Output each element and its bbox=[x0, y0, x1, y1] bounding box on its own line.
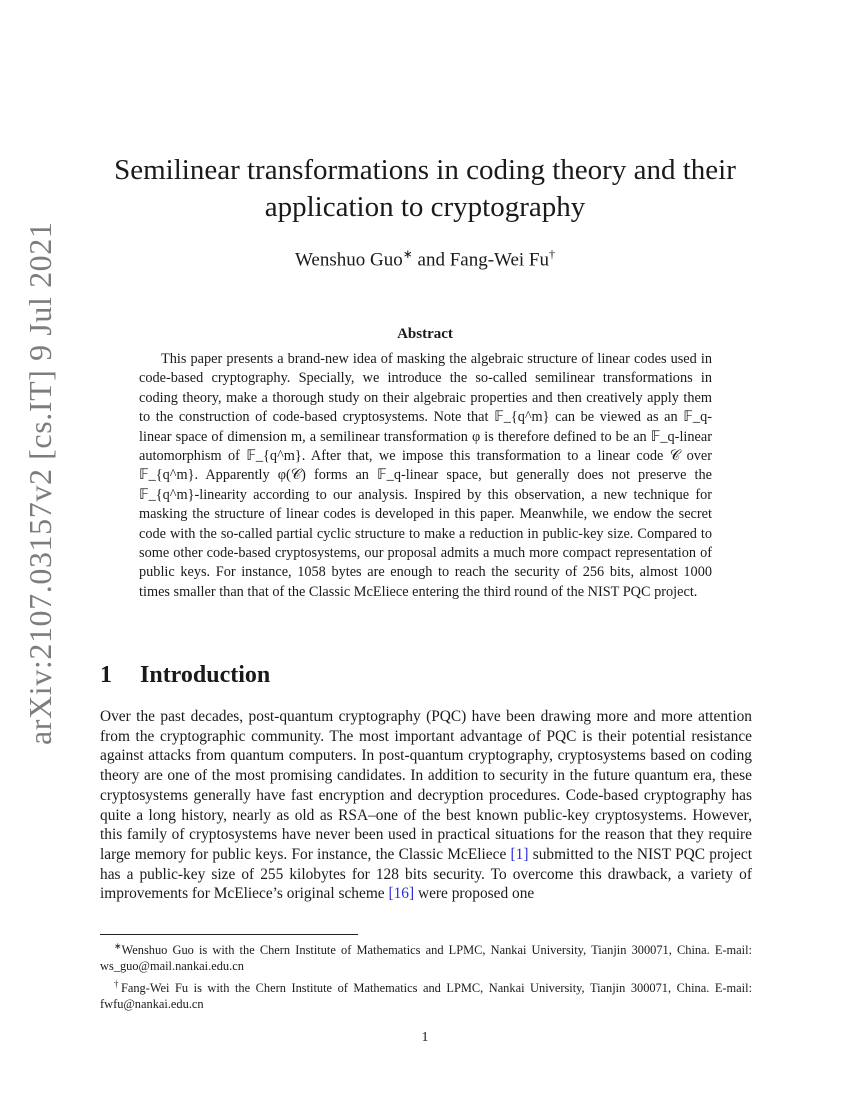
author-2-footnote-mark[interactable]: † bbox=[549, 247, 555, 261]
abstract-heading: Abstract bbox=[397, 326, 453, 342]
abstract-text: This paper presents a brand-new idea of masking the algebraic structure of linear codes used in code-based cryptography. Specially, we introduce the so-called semilinear transformations in coding theory, make a thorough study on their algebraic properties and then creatively apply them to the construction of code-based cryptosystems. Note that 𝔽_{q^m} can be viewed as an 𝔽_q-linear space of dimension m, a semilinear transformation φ is therefore defined to be an 𝔽_q-linear automorphism of 𝔽_{q^m}. After that, we impose this transformation to a linear code 𝒞 over 𝔽_{q^m}. Apparently φ(𝒞) forms an 𝔽_q-linear space, but generally does not preserve the 𝔽_{q^m}-linearity according to our analysis. Inspired by this observation, a new technique for masking the structure of linear codes is developed in this paper. Meanwhile, we endow the secret code with the so-called partial cyclic structure to make a reduction in public-key size. Compared to some other code-based cryptosystems, our proposal admits a much more compact representation of public keys. For instance, 1058 bytes are enough to reach the security of 256 bits, almost 1000 times smaller than that of the Classic McEliece entering the third round of the NIST PQC project. bbox=[139, 351, 712, 600]
footnote-1-text: Wenshuo Guo is with the Chern Institute of Mathematics and LPMC, Nankai University, Tianjin 300071, China. E-mail: ws_guo@mail.nankai.edu.cn bbox=[100, 943, 752, 974]
intro-text-part-2: submitted to the NIST PQC project has a public-key size of 255 kilobytes for 128 bits security. To overcome this drawback, a variety of improvements for McEliece’s original scheme bbox=[100, 845, 752, 903]
title-line-2: application to cryptography bbox=[264, 191, 586, 223]
footnote-divider bbox=[100, 934, 358, 935]
page-number: 1 bbox=[421, 1030, 429, 1045]
author-1-footnote-mark[interactable]: ∗ bbox=[402, 247, 413, 261]
footnote-1 bbox=[100, 938, 752, 975]
section-number: 1 bbox=[100, 662, 112, 688]
intro-text-part-1: Over the past decades, post-quantum cryptography (PQC) have been drawing more and more attention from the cryptographic community. The most important advantage of PQC is their potential resistance against attacks from quantum computers. In post-quantum cryptography, cryptosystems based on coding theory are one of the most promising candidates. In addition to security in the future quantum era, these cryptosystems generally have fast encryption and decryption procedures. Code-based cryptography has quite a long history, nearly as old as RSA–one of the best known public-key cryptosystems. However, this family of cryptosystems have never been used in practical situations for the reason that they require large memory for public keys. For instance, the Classic McEliece bbox=[100, 708, 752, 863]
citation-link-1[interactable]: [1] bbox=[510, 845, 529, 863]
author-name-2: Fang-Wei Fu bbox=[449, 249, 549, 271]
footnote-2 bbox=[100, 976, 752, 1013]
arxiv-identifier-stamp[interactable]: arXiv:2107.03157v2 [cs.IT] 9 Jul 2021 bbox=[22, 221, 58, 745]
paper-title bbox=[80, 152, 770, 226]
footnote-1-mark: ∗ bbox=[114, 941, 122, 951]
intro-text-part-3: were proposed one bbox=[414, 885, 535, 903]
title-line-1: Semilinear transformations in coding theory and their bbox=[114, 154, 736, 186]
citation-link-16[interactable]: [16] bbox=[388, 885, 415, 903]
footnotes bbox=[100, 938, 752, 1013]
author-name-1: Wenshuo Guo bbox=[295, 249, 403, 271]
author-list bbox=[80, 247, 770, 271]
author-conjunction: and bbox=[412, 249, 450, 271]
section-title: Introduction bbox=[140, 662, 271, 688]
introduction-paragraph bbox=[100, 707, 752, 904]
section-heading-introduction bbox=[100, 662, 270, 689]
footnote-2-text: Fang-Wei Fu is with the Chern Institute of Mathematics and LPMC, Nankai University, Tianjin 300071, China. E-mail: fwfu@nankai.edu.cn bbox=[100, 980, 753, 1011]
footnote-2-mark: † bbox=[114, 978, 121, 989]
